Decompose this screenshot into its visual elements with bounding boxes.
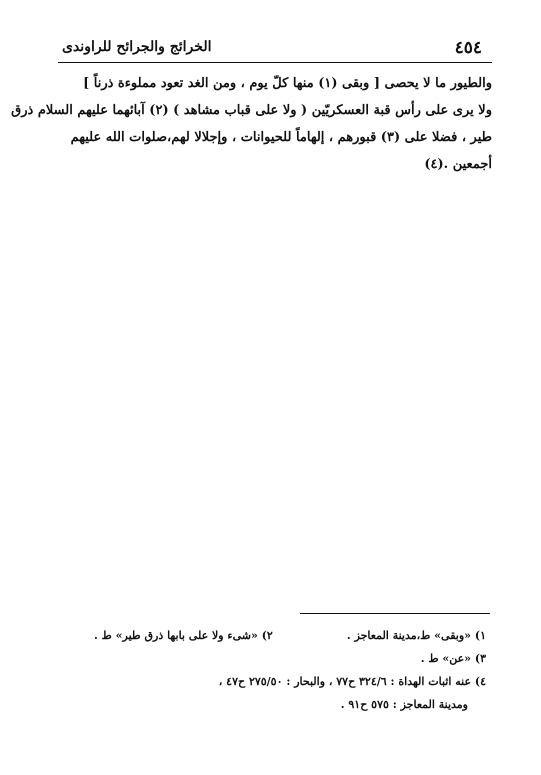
footnote-4: ٤) عنه اثبات الهداة : ٣٢٤/٦ ح٧٧ ، والبحار : ٢٧٥/٥٠ ح٤٧ ، [218, 675, 486, 688]
footnotes [58, 624, 486, 716]
footnote-row [58, 693, 486, 716]
footnote-row [58, 647, 486, 670]
footnote-1: ١) «وبقی» ط،مدینة المعاجز . [346, 629, 486, 642]
footnote-row [58, 624, 486, 647]
footnote-separator [300, 613, 490, 614]
text-line: والطیور ما لا یحصى [ وبقی (١) منها کلّ یوم ، ومن الغد تعود مملوءة ذرناً ] [83, 76, 492, 91]
footnote-4-continued: ومدینة المعاجز : ٥٧٥ ح٩١ . [340, 698, 468, 711]
footnote-row [58, 670, 486, 693]
main-text [11, 70, 492, 178]
text-line: ولا یرى على رأس قبة العسکریّین ( ولا على قباب مشاهد ) (٢) آبائهما علیهم السلام ذرق [11, 103, 492, 118]
text-line: أجمعین .(٤) [424, 157, 492, 172]
header-rule [58, 62, 492, 63]
running-title: الخرائج والجرائح للراوندی [62, 39, 212, 55]
footnote-2: ٢) «شیء ولا على بابها ذرق طیر» ط . [94, 629, 273, 642]
text-line: طیر ، فضلا على (٣) قبورهم ، إلهاماً للحیوانات ، وإجلالا لهم،صلوات الله علیهم [70, 130, 492, 145]
footnote-3: ٣) «عن» ط . [420, 652, 486, 665]
page-header [58, 38, 488, 62]
page-number: ٤٥٤ [454, 38, 482, 58]
